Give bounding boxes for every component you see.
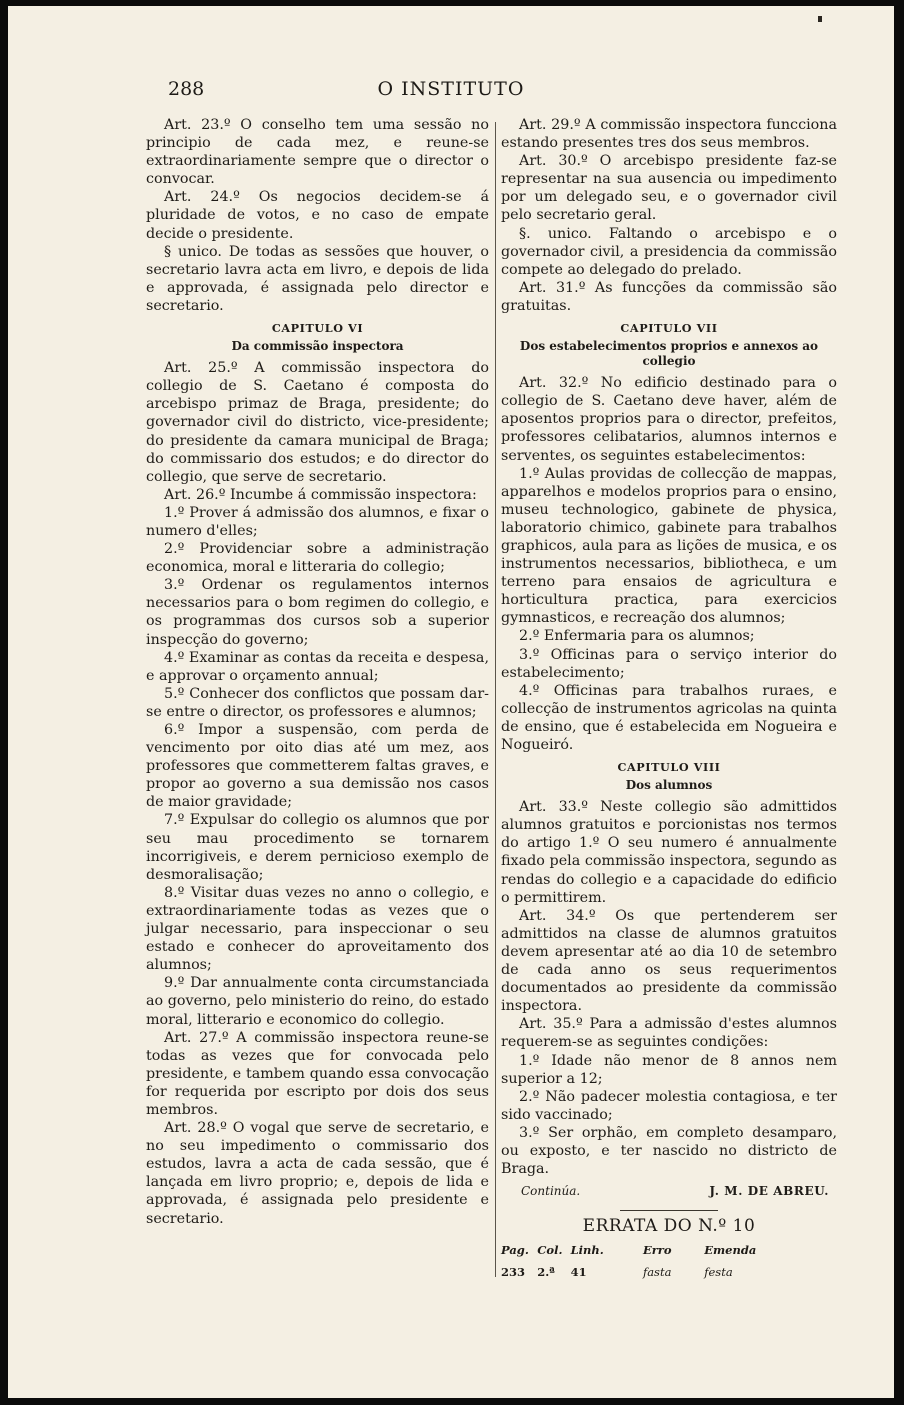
paragraph-unico: §. unico. Faltando o arcebispo e o governador civil, a presidencia da commissão compete ao delegado do prelado. bbox=[501, 225, 837, 278]
article-25: Art. 25.º A commissão inspectora do collegio de S. Caetano é composta do arcebispo primaz de Braga, presidente; do governador civil do districto, vice-presidente; do presidente da camara municipal de Braga; do commissario dos estudos; e do director do collegio, que serve de secretario. bbox=[146, 360, 489, 485]
article-32: Art. 32.º No edificio destinado para o collegio de S. Caetano deve haver, além de aposentos proprios para o director, prefeitos, professores celibatarios, alumnos internos e serventes, os seguintes estabelecimentos: bbox=[501, 375, 837, 464]
page-sheet bbox=[8, 6, 894, 1398]
article-33: Art. 33.º Neste collegio são admittidos alumnos gratuitos e porcionistas nos termos do artigo 1.º O seu numero é annualmente fixado pela commissão inspectora, segundo as rendas do collegio e a capacidade do edificio o permittirem. bbox=[501, 799, 837, 906]
table-row bbox=[501, 1263, 771, 1281]
chapter-heading: CAPITULO VI bbox=[271, 321, 364, 336]
column-divider bbox=[495, 122, 496, 1277]
table-header-row bbox=[501, 1241, 771, 1263]
list-item: 4.º Officinas para trabalhos ruraes, e collecção de instrumentos agricolas na quinta de ensino, que é estabelecida em Nogueira e Nogueiró. bbox=[501, 682, 837, 753]
article-28: Art. 28.º O vogal que serve de secretario, e no seu impedimento o commissario dos estudos, lavra a acta de cada sessão, que é lançada em livro proprio; e, depois de lida e approvada, é assignada pelo presidente e secretario. bbox=[146, 1120, 489, 1227]
list-item: 2.º Providenciar sobre a administração economica, moral e litteraria do collegio; bbox=[146, 541, 489, 576]
table-cell: 2.ª bbox=[537, 1265, 555, 1280]
list-item: 7.º Expulsar do collegio os alumnos que por seu mau procedimento se tornarem incorrigiveis, e derem pernicioso exemplo de desmoralisação; bbox=[146, 812, 489, 883]
article-26: Art. 26.º Incumbe á commissão inspectora: bbox=[164, 486, 477, 503]
list-item: 1.º Prover á admissão dos alumnos, e fixar o numero d'elles; bbox=[146, 504, 489, 539]
table-cell: 41 bbox=[570, 1265, 587, 1280]
table-cell: festa bbox=[704, 1265, 733, 1280]
ink-speck bbox=[818, 16, 822, 22]
page-number: 288 bbox=[168, 78, 205, 100]
list-item: 4.º Examinar as contas da receita e despesa, e approvar o orçamento annual; bbox=[146, 649, 489, 684]
chapter-subtitle: Da commissão inspectora bbox=[231, 339, 404, 354]
divider bbox=[620, 1210, 718, 1211]
right-column bbox=[501, 116, 837, 1282]
page-header bbox=[8, 78, 894, 108]
list-item: 3.º Ordenar os regulamentos internos necessarios para o bom regimen do collegio, e os programmas dos cursos sob a superior inspecção do governo; bbox=[146, 577, 489, 648]
errata-table bbox=[501, 1241, 771, 1281]
list-item: 8.º Visitar duas vezes no anno o collegio, e extraordinariamente todas as vezes que o julgar necessario, para inspeccionar o seu estado e conhecer do aproveitamento dos alumnos; bbox=[146, 884, 489, 974]
list-item: 3.º Officinas para o serviço interior do estabelecimento; bbox=[501, 646, 837, 681]
continua-note: Continúa. bbox=[521, 1184, 581, 1199]
article-24: Art. 24.º Os negocios decidem-se á pluridade de votos, e no caso de empate decide o presidente. bbox=[146, 189, 489, 242]
chapter-subtitle: Dos estabelecimentos proprios e annexos ao collegio bbox=[519, 339, 819, 369]
list-item: 1.º Idade não menor de 8 annos nem superior a 12; bbox=[501, 1052, 837, 1087]
article-29: Art. 29.º A commissão inspectora funcciona estando presentes tres dos seus membros. bbox=[501, 117, 837, 152]
list-item: 1.º Aulas providas de collecção de mappas, apparelhos e modelos proprios para o ensino, museu technologico, gabinete de physica, laboratorio chimico, gabinete para trabalhos graphicos, aula para as lições de musica, e os instrumentos necessarios, bibliotheca, e um terreno para ensaios de agricultura e horticultura practica, para exercicios gymnasticos, e recreação dos alumnos; bbox=[501, 465, 837, 627]
article-34: Art. 34.º Os que pertenderem ser admittidos na classe de alumnos gratuitos devem apresentar até ao dia 10 de setembro de cada anno os seus requerimentos documentados ao presidente da commissão inspectora. bbox=[501, 907, 837, 1015]
table-cell: 233 bbox=[501, 1265, 526, 1280]
list-item: 2.º Não padecer molestia contagiosa, e ter sido vaccinado; bbox=[501, 1088, 837, 1123]
signature-line bbox=[521, 1182, 829, 1200]
list-item: 9.º Dar annualmente conta circumstanciada ao governo, pelo ministerio do reino, do estado moral, litterario e economico do collegio. bbox=[146, 975, 489, 1028]
paragraph-unico: § unico. De todas as sessões que houver, o secretario lavra acta em livro, e depois de lida e approvada, é assignada pelo director e secretario. bbox=[146, 243, 489, 314]
table-header: Emenda bbox=[704, 1243, 757, 1258]
article-30: Art. 30.º O arcebispo presidente faz-se representar na sua ausencia ou impedimento por um delegado seu, e o governador civil pelo secretario geral. bbox=[501, 153, 837, 224]
article-23: Art. 23.º O conselho tem uma sessão no principio de cada mez, e reune-se extraordinariamente sempre que o director o convocar. bbox=[146, 117, 489, 188]
table-header: Linh. bbox=[570, 1243, 604, 1258]
article-31: Art. 31.º As funcções da commissão são gratuitas. bbox=[501, 279, 837, 314]
table-cell: fasta bbox=[642, 1265, 672, 1280]
table-header: Col. bbox=[537, 1243, 563, 1258]
chapter-heading: CAPITULO VIII bbox=[617, 760, 721, 775]
list-item: 2.º Enfermaria para os alumnos; bbox=[519, 628, 755, 645]
table-header: Pag. bbox=[501, 1243, 529, 1258]
list-item: 6.º Impor a suspensão, com perda de vencimento por oito dias até um mez, aos professores que commetterem faltas graves, e propor ao governo a sua demissão nos casos de maior gravidade; bbox=[146, 722, 489, 811]
article-27: Art. 27.º A commissão inspectora reune-se todas as vezes que for convocada pelo presidente, e tambem quando essa convocação for requerida por escripto por dois dos seus membros. bbox=[146, 1029, 489, 1118]
chapter-subtitle: Dos alumnos bbox=[625, 778, 713, 793]
list-item: 3.º Ser orphão, em completo desamparo, ou exposto, e ter nascido no districto de Braga. bbox=[501, 1124, 837, 1178]
article-35: Art. 35.º Para a admissão d'estes alumnos requerem-se as seguintes condições: bbox=[501, 1016, 837, 1051]
errata-title: ERRATA DO N.º 10 bbox=[582, 1216, 756, 1237]
list-item: 5.º Conhecer dos conflictos que possam dar-se entre o director, os professores e alumnos; bbox=[146, 685, 489, 720]
author-name: J. M. DE ABREU. bbox=[709, 1184, 829, 1199]
left-column bbox=[146, 116, 489, 1228]
journal-title: O INSTITUTO bbox=[377, 78, 525, 100]
chapter-heading: CAPITULO VII bbox=[620, 321, 718, 336]
table-header: Erro bbox=[642, 1243, 672, 1258]
